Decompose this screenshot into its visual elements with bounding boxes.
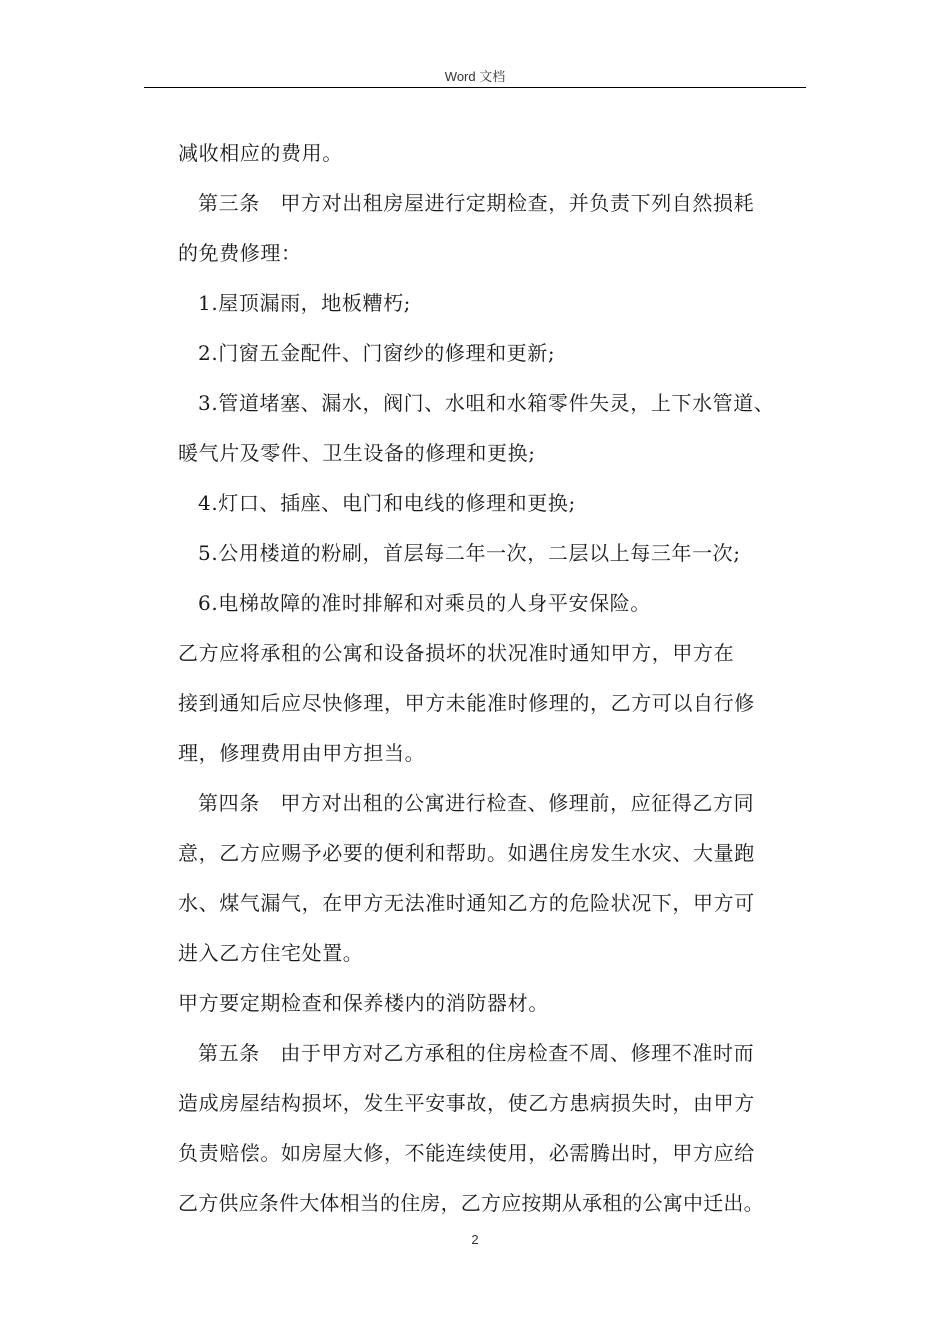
text-line: 造成房屋结构损坏，发生平安事故，使乙方患病损失时，由甲方 [178, 1091, 755, 1115]
text-line: 6.电梯故障的准时排解和对乘员的人身平安保险。 [198, 591, 651, 615]
text-line: 暖气片及零件、卫生设备的修理和更换; [178, 441, 536, 465]
text-line: 进入乙方住宅处置。 [178, 941, 364, 965]
text-line: 乙方应将承租的公寓和设备损坏的状况准时通知甲方，甲方在 [178, 641, 735, 665]
text-line: 负责赔偿。如房屋大修，不能连续使用，必需腾出时，甲方应给 [178, 1141, 755, 1165]
text-line: 第四条 甲方对出租的公寓进行检查、修理前，应征得乙方同 [198, 791, 755, 815]
text-line: 2.门窗五金配件、门窗纱的修理和更新; [198, 341, 556, 365]
page-number: 2 [471, 1232, 479, 1247]
text-line: 的免费修理： [178, 241, 302, 265]
text-line: 理，修理费用由甲方担当。 [178, 741, 426, 765]
text-line: 减收相应的费用。 [178, 141, 343, 165]
document-body [178, 128, 814, 1228]
text-line: 乙方供应条件大体相当的住房，乙方应按期从承租的公寓中迁出。 [178, 1191, 764, 1215]
text-line: 5.公用楼道的粉刷，首层每二年一次，二层以上每三年一次; [198, 541, 741, 565]
text-line: 第三条 甲方对出租房屋进行定期检查，并负责下列自然损耗 [198, 191, 755, 215]
text-line: 第五条 由于甲方对乙方承租的住房检查不周、修理不准时而 [198, 1041, 755, 1065]
page-header: Word 文档 [444, 69, 506, 84]
text-line: 意，乙方应赐予必要的便利和帮助。如遇住房发生水灾、大量跑 [178, 841, 755, 865]
text-line: 3.管道堵塞、漏水，阀门、水咀和水箱零件失灵，上下水管道、 [198, 391, 775, 415]
text-line: 4.灯口、插座、电门和电线的修理和更换; [198, 491, 576, 515]
text-line: 水、煤气漏气，在甲方无法准时通知乙方的危险状况下，甲方可 [178, 891, 755, 915]
text-line: 1.屋顶漏雨，地板糟朽; [198, 291, 412, 315]
text-line: 甲方要定期检查和保养楼内的消防器材。 [178, 991, 549, 1015]
text-line: 接到通知后应尽快修理，甲方未能准时修理的，乙方可以自行修 [178, 691, 755, 715]
header-divider [144, 87, 806, 88]
